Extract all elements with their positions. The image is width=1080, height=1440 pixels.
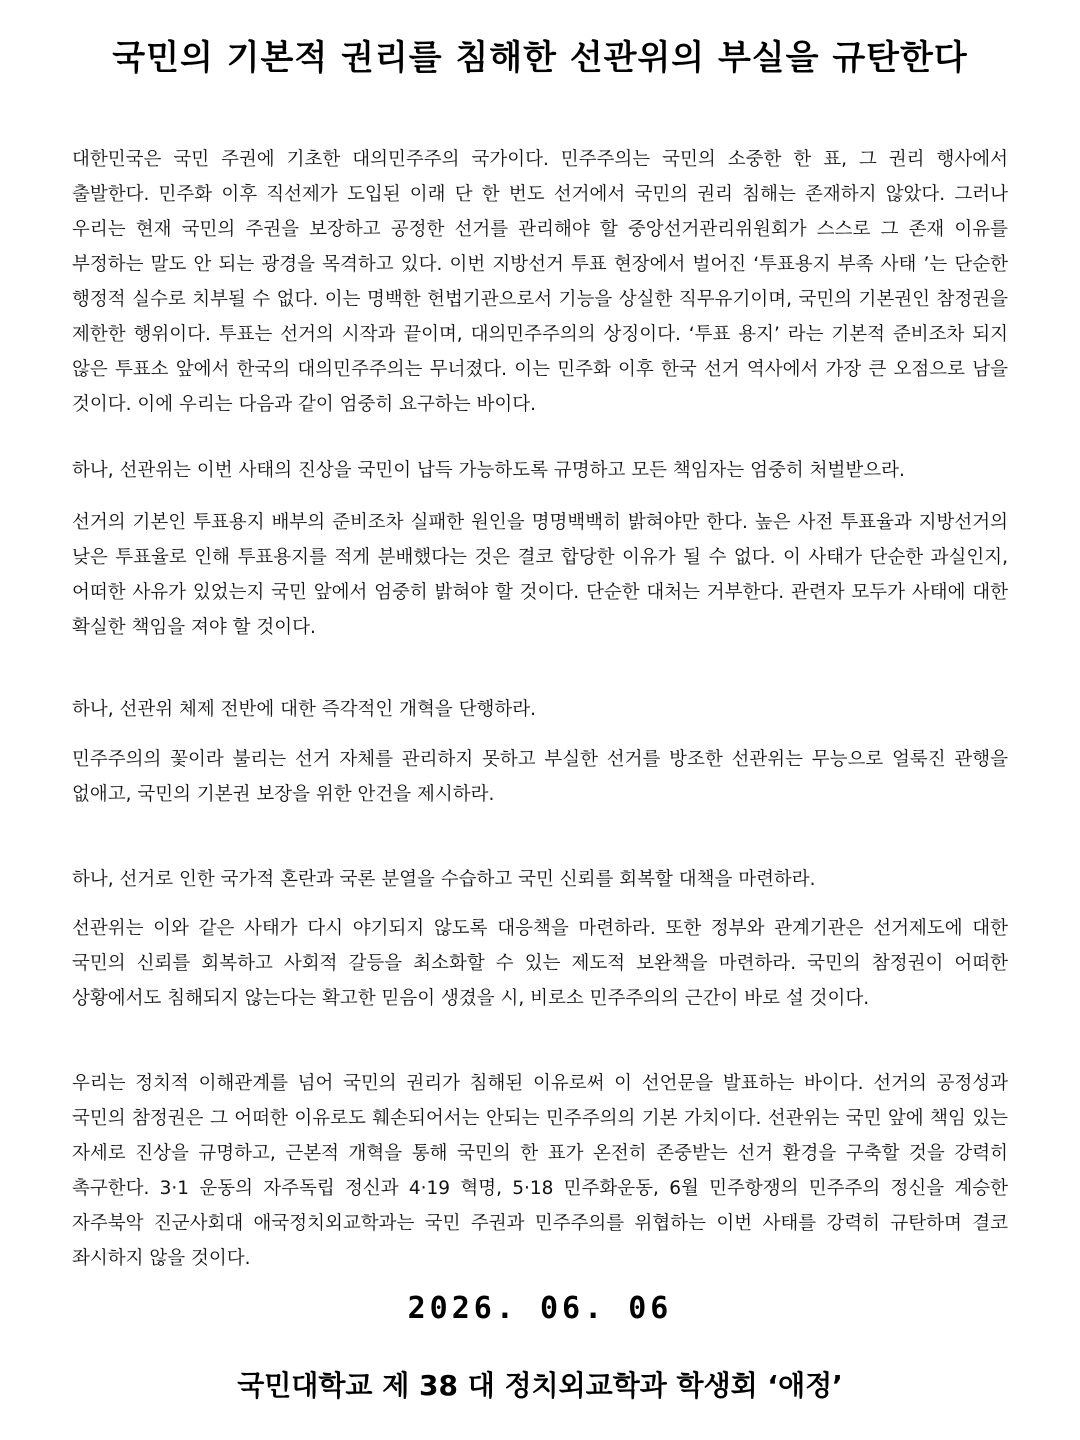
demand-1-body: 선거의 기본인 투표용지 배부의 준비조차 실패한 원인을 명명백백히 밝혀야만 한다. 높은 사전 투표율과 지방선거의 낮은 투표율로 인해 투표용지를 적게 분배했다는 것은 결코 합당한 이유가 될 수 없다. 이 사태가 단순한 과실인지, 어떠한 사유가 있었는지 국민 앞에서 엄중히 밝혀야 할 것이다. 단순한 대처는 거부한다. 관련자 모두가 사태에 대한 확실한 책임을 져야 할 것이다. xyxy=(72,512,1008,638)
closing-paragraph: 우리는 정치적 이해관계를 넘어 국민의 권리가 침해된 이유로써 이 선언문을 발표하는 바이다. 선거의 공정성과 국민의 참정권은 그 어떠한 이유로도 훼손되어서는 안되는 민주주의의 기본 가치이다. 선관위는 국민 앞에 책임 있는 자세로 진상을 규명하고, 근본적 개혁을 통해 국민의 한 표가 온전히 존중받는 선거 환경을 구축할 것을 강력히 촉구한다. 3·1 운동의 자주독립 정신과 4·19 혁명, 5·18 민주화운동, 6월 민주항쟁의 민주주의 정신을 계승한 자주북악 진군사회대 애국정치외교학과는 국민 주권과 민주주의를 위협하는 이번 사태를 강력히 규탄하며 결코 좌시하지 않을 것이다. xyxy=(72,1073,1008,1269)
demand-2-heading: 하나, 선관위 체제 전반에 대한 즉각적인 개혁을 단행하라. xyxy=(72,699,536,720)
intro-paragraph: 대한민국은 국민 주권에 기초한 대의민주주의 국가이다. 민주주의는 국민의 소중한 한 표, 그 권리 행사에서 출발한다. 민주화 이후 직선제가 도입된 이래 단 한 번도 선거에서 국민의 권리 침해는 존재하지 않았다. 그러나 우리는 현재 국민의 주권을 보장하고 공정한 선거를 관리해야 할 중앙선거관리위원회가 스스로 그 존재 이유를 부정하는 말도 안 되는 광경을 목격하고 있다. 이번 지방선거 투표 현장에서 벌어진 ‘투표용지 부족 사태 ’는 단순한 행정적 실수로 치부될 수 없다. 이는 명백한 헌법기관으로서 기능을 상실한 직무유기이며, 국민의 기본권인 참정권을 제한한 행위이다. 투표는 선거의 시작과 끝이며, 대의민주주의의 상징이다. ‘투표 용지’ 라는 기본적 준비조차 되지 않은 투표소 앞에서 한국의 대의민주주의는 무너졌다. 이는 민주화 이후 한국 선거 역사에서 가장 큰 오점으로 남을 것이다. 이에 우리는 다음과 같이 엄중히 요구하는 바이다. xyxy=(72,149,1008,415)
demand-3-heading: 하나, 선거로 인한 국가적 혼란과 국론 분열을 수습하고 국민 신뢰를 회복할 대책을 마련하라. xyxy=(72,869,816,890)
demand-2-body: 민주주의의 꽃이라 불리는 선거 자체를 관리하지 못하고 부실한 선거를 방조한 선관위는 무능으로 얼룩진 관행을 없애고, 국민의 기본권 보장을 위한 안건을 제시하라. xyxy=(72,749,1008,805)
statement-title: 국민의 기본적 권리를 침해한 선관위의 부실을 규탄한다 xyxy=(112,38,968,78)
statement-date: 2026. 06. 06 xyxy=(407,1291,673,1326)
statement-signature: 국민대학교 제 38 대 정치외교학과 학생회 ‘애정’ xyxy=(237,1369,843,1402)
demand-3-body: 선관위는 이와 같은 사태가 다시 야기되지 않도록 대응책을 마련하라. 또한 정부와 관계기관은 선거제도에 대한 국민의 신뢰를 회복하고 사회적 갈등을 최소화할 수 있는 제도적 보완책을 마련하라. 국민의 참정권이 어떠한 상황에서도 침해되지 않는다는 확고한 믿음이 생겼을 시, 비로소 민주주의의 근간이 바로 설 것이다. xyxy=(72,918,1008,1009)
demand-1-heading: 하나, 선관위는 이번 사태의 진상을 국민이 납득 가능하도록 규명하고 모든 책임자는 엄중히 처벌받으라. xyxy=(72,460,905,481)
